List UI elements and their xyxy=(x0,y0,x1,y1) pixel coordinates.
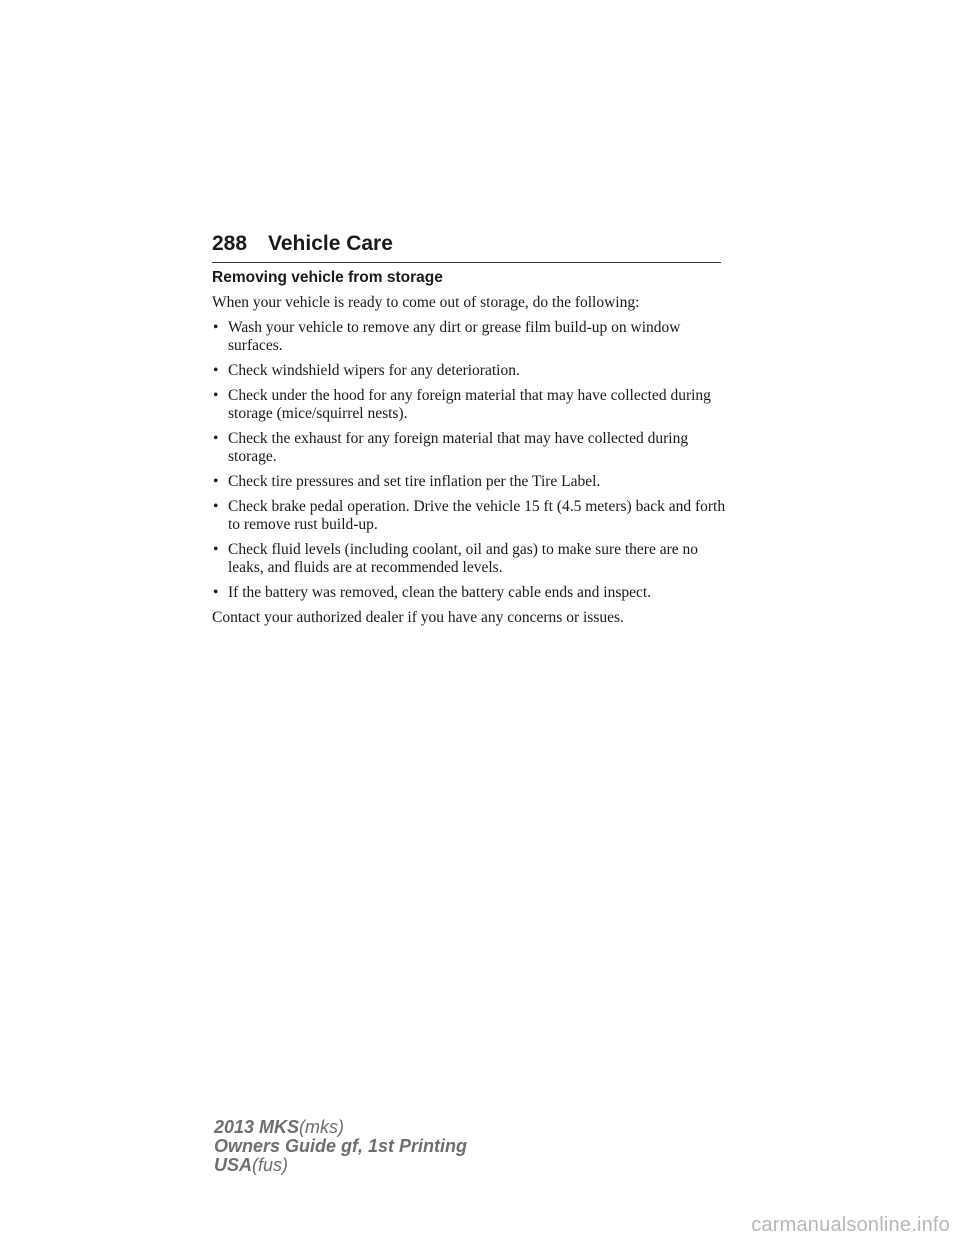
page-content xyxy=(212,268,727,634)
footer-model-code: (mks) xyxy=(299,1117,345,1137)
list-item-text: Wash your vehicle to remove any dirt or grease film build-up on window surfaces. xyxy=(228,319,681,354)
list-item xyxy=(212,430,727,466)
list-item xyxy=(212,498,727,534)
bullet-icon: • xyxy=(213,541,219,558)
bullet-icon: • xyxy=(213,387,219,404)
list-item-text: Check fluid levels (including coolant, oil and gas) to make sure there are no leaks, and fluids are at recommended levels. xyxy=(228,541,699,576)
intro-paragraph: When your vehicle is ready to come out of storage, do the following: xyxy=(212,294,640,311)
page-number: 288 xyxy=(212,232,248,255)
list-item-text: Check tire pressures and set tire inflation per the Tire Label. xyxy=(228,473,601,490)
footer-market: USA xyxy=(214,1155,253,1175)
footer-line-guide xyxy=(214,1137,467,1156)
bullet-icon: • xyxy=(213,498,219,515)
checklist xyxy=(212,319,727,602)
closing-paragraph: Contact your authorized dealer if you have any concerns or issues. xyxy=(212,609,624,626)
list-item xyxy=(212,387,727,423)
section-title: Vehicle Care xyxy=(268,232,393,255)
list-item-text: Check windshield wipers for any deterioration. xyxy=(228,362,520,379)
page-header xyxy=(212,230,721,263)
bullet-icon: • xyxy=(213,473,219,490)
list-item xyxy=(212,584,727,602)
list-item-text: If the battery was removed, clean the battery cable ends and inspect. xyxy=(228,584,652,601)
bullet-icon: • xyxy=(213,319,219,336)
watermark: carmanualsonline.info xyxy=(751,1214,950,1236)
footer-guide: Owners Guide gf, 1st Printing xyxy=(214,1136,468,1156)
list-item xyxy=(212,473,727,491)
footer-line-model xyxy=(214,1118,467,1137)
subheading: Removing vehicle from storage xyxy=(212,269,443,286)
list-item xyxy=(212,362,727,380)
list-item-text: Check under the hood for any foreign material that may have collected during storage (mice/squirrel nests). xyxy=(228,387,711,422)
document-footer xyxy=(214,1118,467,1175)
list-item xyxy=(212,319,727,355)
list-item-text: Check the exhaust for any foreign material that may have collected during storage. xyxy=(228,430,689,465)
footer-line-market xyxy=(214,1156,467,1175)
list-item-text: Check brake pedal operation. Drive the vehicle 15 ft (4.5 meters) back and forth to remove rust build-up. xyxy=(228,498,726,533)
footer-market-code: (fus) xyxy=(252,1155,289,1175)
bullet-icon: • xyxy=(213,430,219,447)
bullet-icon: • xyxy=(213,584,219,601)
footer-model: 2013 MKS xyxy=(214,1117,300,1137)
list-item xyxy=(212,541,727,577)
bullet-icon: • xyxy=(213,362,219,379)
